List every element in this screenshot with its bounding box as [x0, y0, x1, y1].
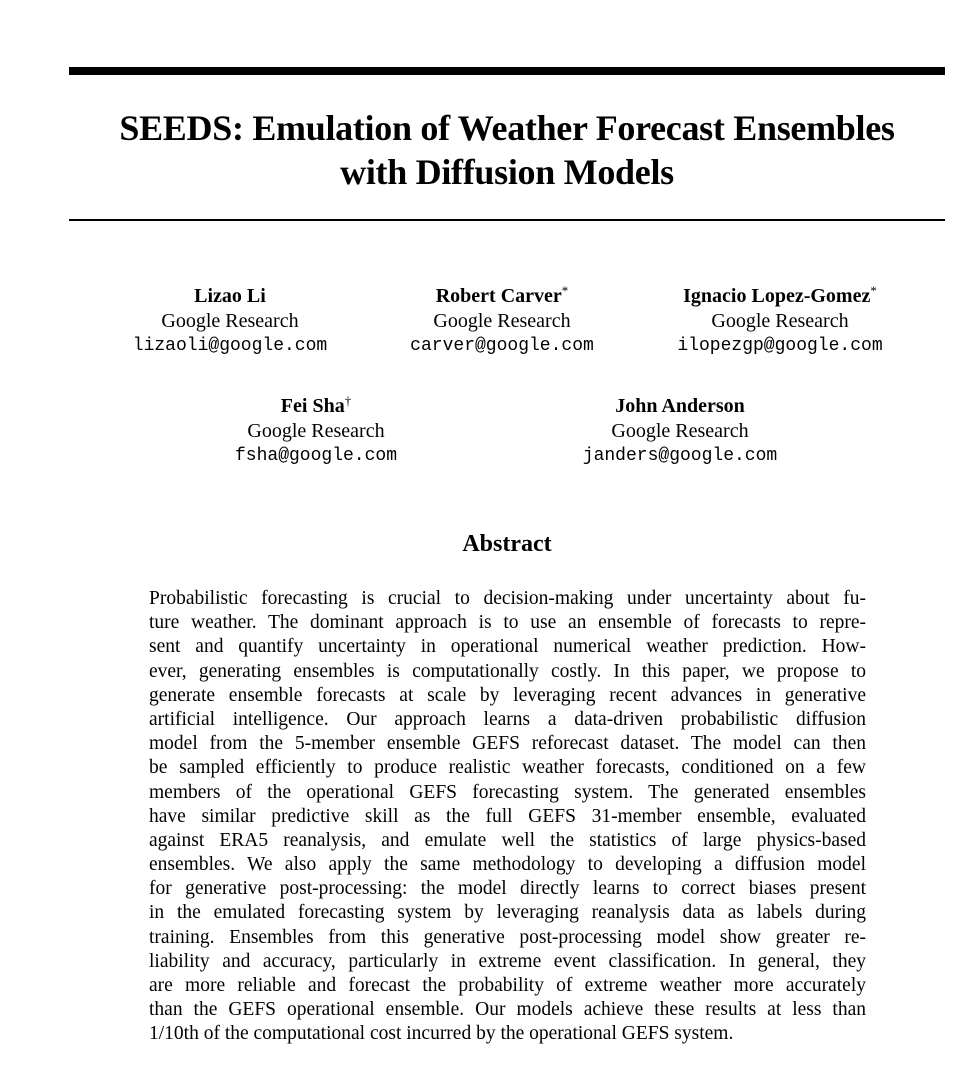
abstract-line: sent and quantify uncertainty in operational numerical weather prediction. How- [149, 636, 866, 658]
abstract-heading: Abstract [462, 531, 552, 557]
title-line: with Diffusion Models [340, 152, 674, 192]
abstract-line: training. Ensembles from this generative post-processing model show greater re- [149, 926, 866, 948]
author-name: Robert Carver* [435, 283, 569, 307]
abstract-line: artificial intelligence. Our approach learns a data-driven probabilistic diffusion [149, 708, 866, 730]
abstract-line: Probabilistic forecasting is crucial to decision-making under uncertainty about fu- [149, 588, 866, 609]
abstract-line: are more reliable and forecast the probability of extreme weather more accurately [149, 975, 866, 996]
author-name: Fei Sha† [280, 393, 352, 417]
author-affiliation: Google Research [611, 420, 749, 442]
author-name: Lizao Li [194, 285, 266, 307]
abstract-line: ture weather. The dominant approach is to use an ensemble of forecasts to repre- [149, 612, 866, 634]
author-block [677, 284, 882, 359]
author-email[interactable]: carver@google.com [410, 336, 594, 356]
author-affiliation: Google Research [711, 310, 849, 332]
paper-title [69, 106, 945, 194]
title-top-rule [69, 67, 945, 75]
abstract-body [149, 587, 866, 1047]
abstract-line: against ERA5 reanalysis, and emulate well the statistics of large physics-based [149, 829, 866, 851]
author-block [133, 284, 327, 359]
abstract-line: for generative post-processing: the model directly learns to correct biases present [149, 878, 866, 900]
author-email[interactable]: fsha@google.com [234, 446, 398, 466]
author-email[interactable]: janders@google.com [582, 446, 778, 466]
abstract-line: have similar predictive skill as the full GEFS 31-member ensemble, evaluated [149, 805, 866, 827]
abstract-line: in the emulated forecasting system by leveraging reanalysis data as labels during [149, 902, 866, 924]
author-affiliation: Google Research [433, 310, 571, 332]
abstract-line: members of the operational GEFS forecasting system. The generated ensembles [149, 781, 866, 803]
author-name: John Anderson [615, 395, 745, 417]
abstract-line: 1/10th of the computational cost incurred by the operational GEFS system. [149, 1023, 734, 1045]
author-block [410, 284, 594, 359]
title-bottom-rule [69, 219, 945, 221]
author-block [583, 394, 777, 469]
author-block [235, 394, 397, 469]
abstract-line: model from the 5-member ensemble GEFS reforecast dataset. The model can then [149, 733, 866, 755]
author-affiliation: Google Research [247, 420, 385, 442]
author-email[interactable]: lizaoli@google.com [132, 336, 328, 356]
abstract-line: ever, generating ensembles is computationally costly. In this paper, we propose to [149, 660, 866, 682]
author-affiliation: Google Research [161, 310, 299, 332]
abstract-line: liability and accuracy, particularly in extreme event classification. In general, they [149, 950, 866, 972]
abstract-line: generate ensemble forecasts at scale by leveraging recent advances in generative [149, 684, 866, 706]
title-line: SEEDS: Emulation of Weather Forecast Ensembles [119, 108, 895, 148]
abstract-line: ensembles. We also apply the same methodology to developing a diffusion model [149, 854, 866, 876]
author-email[interactable]: ilopezgp@google.com [677, 336, 883, 356]
author-name: Ignacio Lopez-Gomez* [683, 283, 877, 307]
abstract-line: than the GEFS operational ensemble. Our models achieve these results at less than [149, 999, 866, 1021]
abstract-line: be sampled efficiently to produce realistic weather forecasts, conditioned on a few [149, 757, 866, 779]
